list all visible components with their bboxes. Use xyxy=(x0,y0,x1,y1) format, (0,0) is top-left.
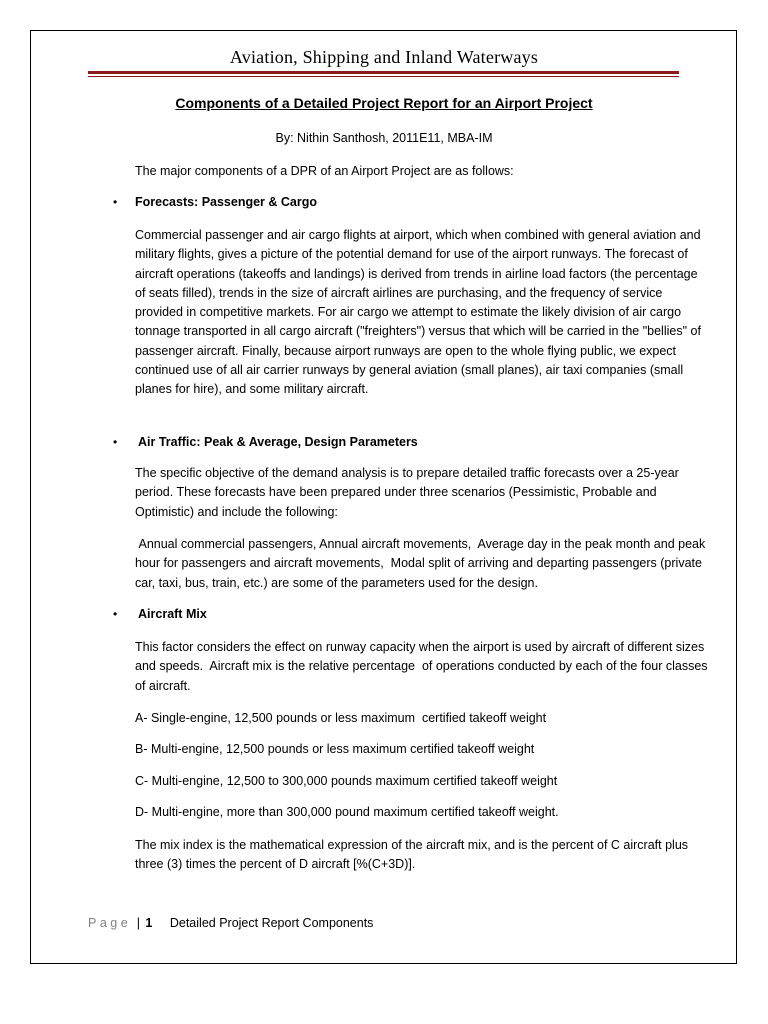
bullet-1: • xyxy=(113,195,118,209)
footer-page-word: Page xyxy=(88,916,132,930)
page-footer xyxy=(88,916,373,930)
aircraft-class-a: A- Single-engine, 12,500 pounds or less maximum certified takeoff weight xyxy=(135,711,547,725)
header-rule-thin xyxy=(88,76,679,77)
paragraph-mix-index: The mix index is the mathematical expression of the aircraft mix, and is the percent of C aircraft plus three (3) times the percent of D aircraft [%(C+3D)]. xyxy=(135,838,689,872)
paragraph-aircraft-mix: This factor considers the effect on runway capacity when the airport is used by aircraft of different sizes and speeds. Aircraft mix is the relative percentage of operations conducted by each of the four classes of aircraft. xyxy=(135,640,712,693)
document-title: Components of a Detailed Project Report for an Airport Project xyxy=(175,95,593,111)
footer-page-number: 1 xyxy=(145,916,153,930)
footer-label: Detailed Project Report Components xyxy=(169,916,374,930)
section-heading-air-traffic: Air Traffic: Peak & Average, Design Parameters xyxy=(135,435,418,449)
aircraft-class-d: D- Multi-engine, more than 300,000 pound maximum certified takeoff weight. xyxy=(135,805,559,819)
paragraph-design-parameters: Annual commercial passengers, Annual aircraft movements, Average day in the peak month and peak hour for passengers and aircraft movements, Modal split of arriving and departing passengers (private car, taxi, bus, train, etc.) are some of the parameters used for the design. xyxy=(135,537,709,590)
intro-paragraph: The major components of a DPR of an Airport Project are as follows: xyxy=(135,164,514,178)
bullet-2: • xyxy=(113,435,118,449)
paragraph-forecasts: Commercial passenger and air cargo flights at airport, which when combined with general aviation and military flights, gives a picture of the potential demand for use of the airport runways. The forecast of aircraft operations (takeoffs and landings) is derived from trends in airline load factors (the percentage of seats filled), trends in the size of aircraft airlines are purchasing, and the frequency of service provided in competitive markets. For air cargo we attempt to estimate the likely division of air cargo tonnage transported in all cargo aircraft ("freighters") versus that which will be carried in the "bellies" of passenger aircraft. Finally, because airport runways are open to the whole flying public, we expect continued use of all air carrier runways by general aviation (small planes), air taxi companies (small planes for hire), and some military aircraft. xyxy=(135,228,701,397)
paragraph-demand-analysis: The specific objective of the demand analysis is to prepare detailed traffic forecasts over a 25-year period. These forecasts have been prepared under three scenarios (Pessimistic, Probable and Optimistic) and include the following: xyxy=(135,466,679,519)
footer-separator: | xyxy=(136,916,140,930)
aircraft-class-c: C- Multi-engine, 12,500 to 300,000 pounds maximum certified takeoff weight xyxy=(135,774,558,788)
aircraft-class-b: B- Multi-engine, 12,500 pounds or less maximum certified takeoff weight xyxy=(135,742,535,756)
header-rule xyxy=(88,71,679,74)
bullet-3: • xyxy=(113,607,118,621)
running-header-title: Aviation, Shipping and Inland Waterways xyxy=(229,47,539,67)
author-byline: By: Nithin Santhosh, 2011E11, MBA-IM xyxy=(275,131,493,145)
section-heading-aircraft-mix: Aircraft Mix xyxy=(135,607,207,621)
section-heading-forecasts: Forecasts: Passenger & Cargo xyxy=(135,195,318,209)
